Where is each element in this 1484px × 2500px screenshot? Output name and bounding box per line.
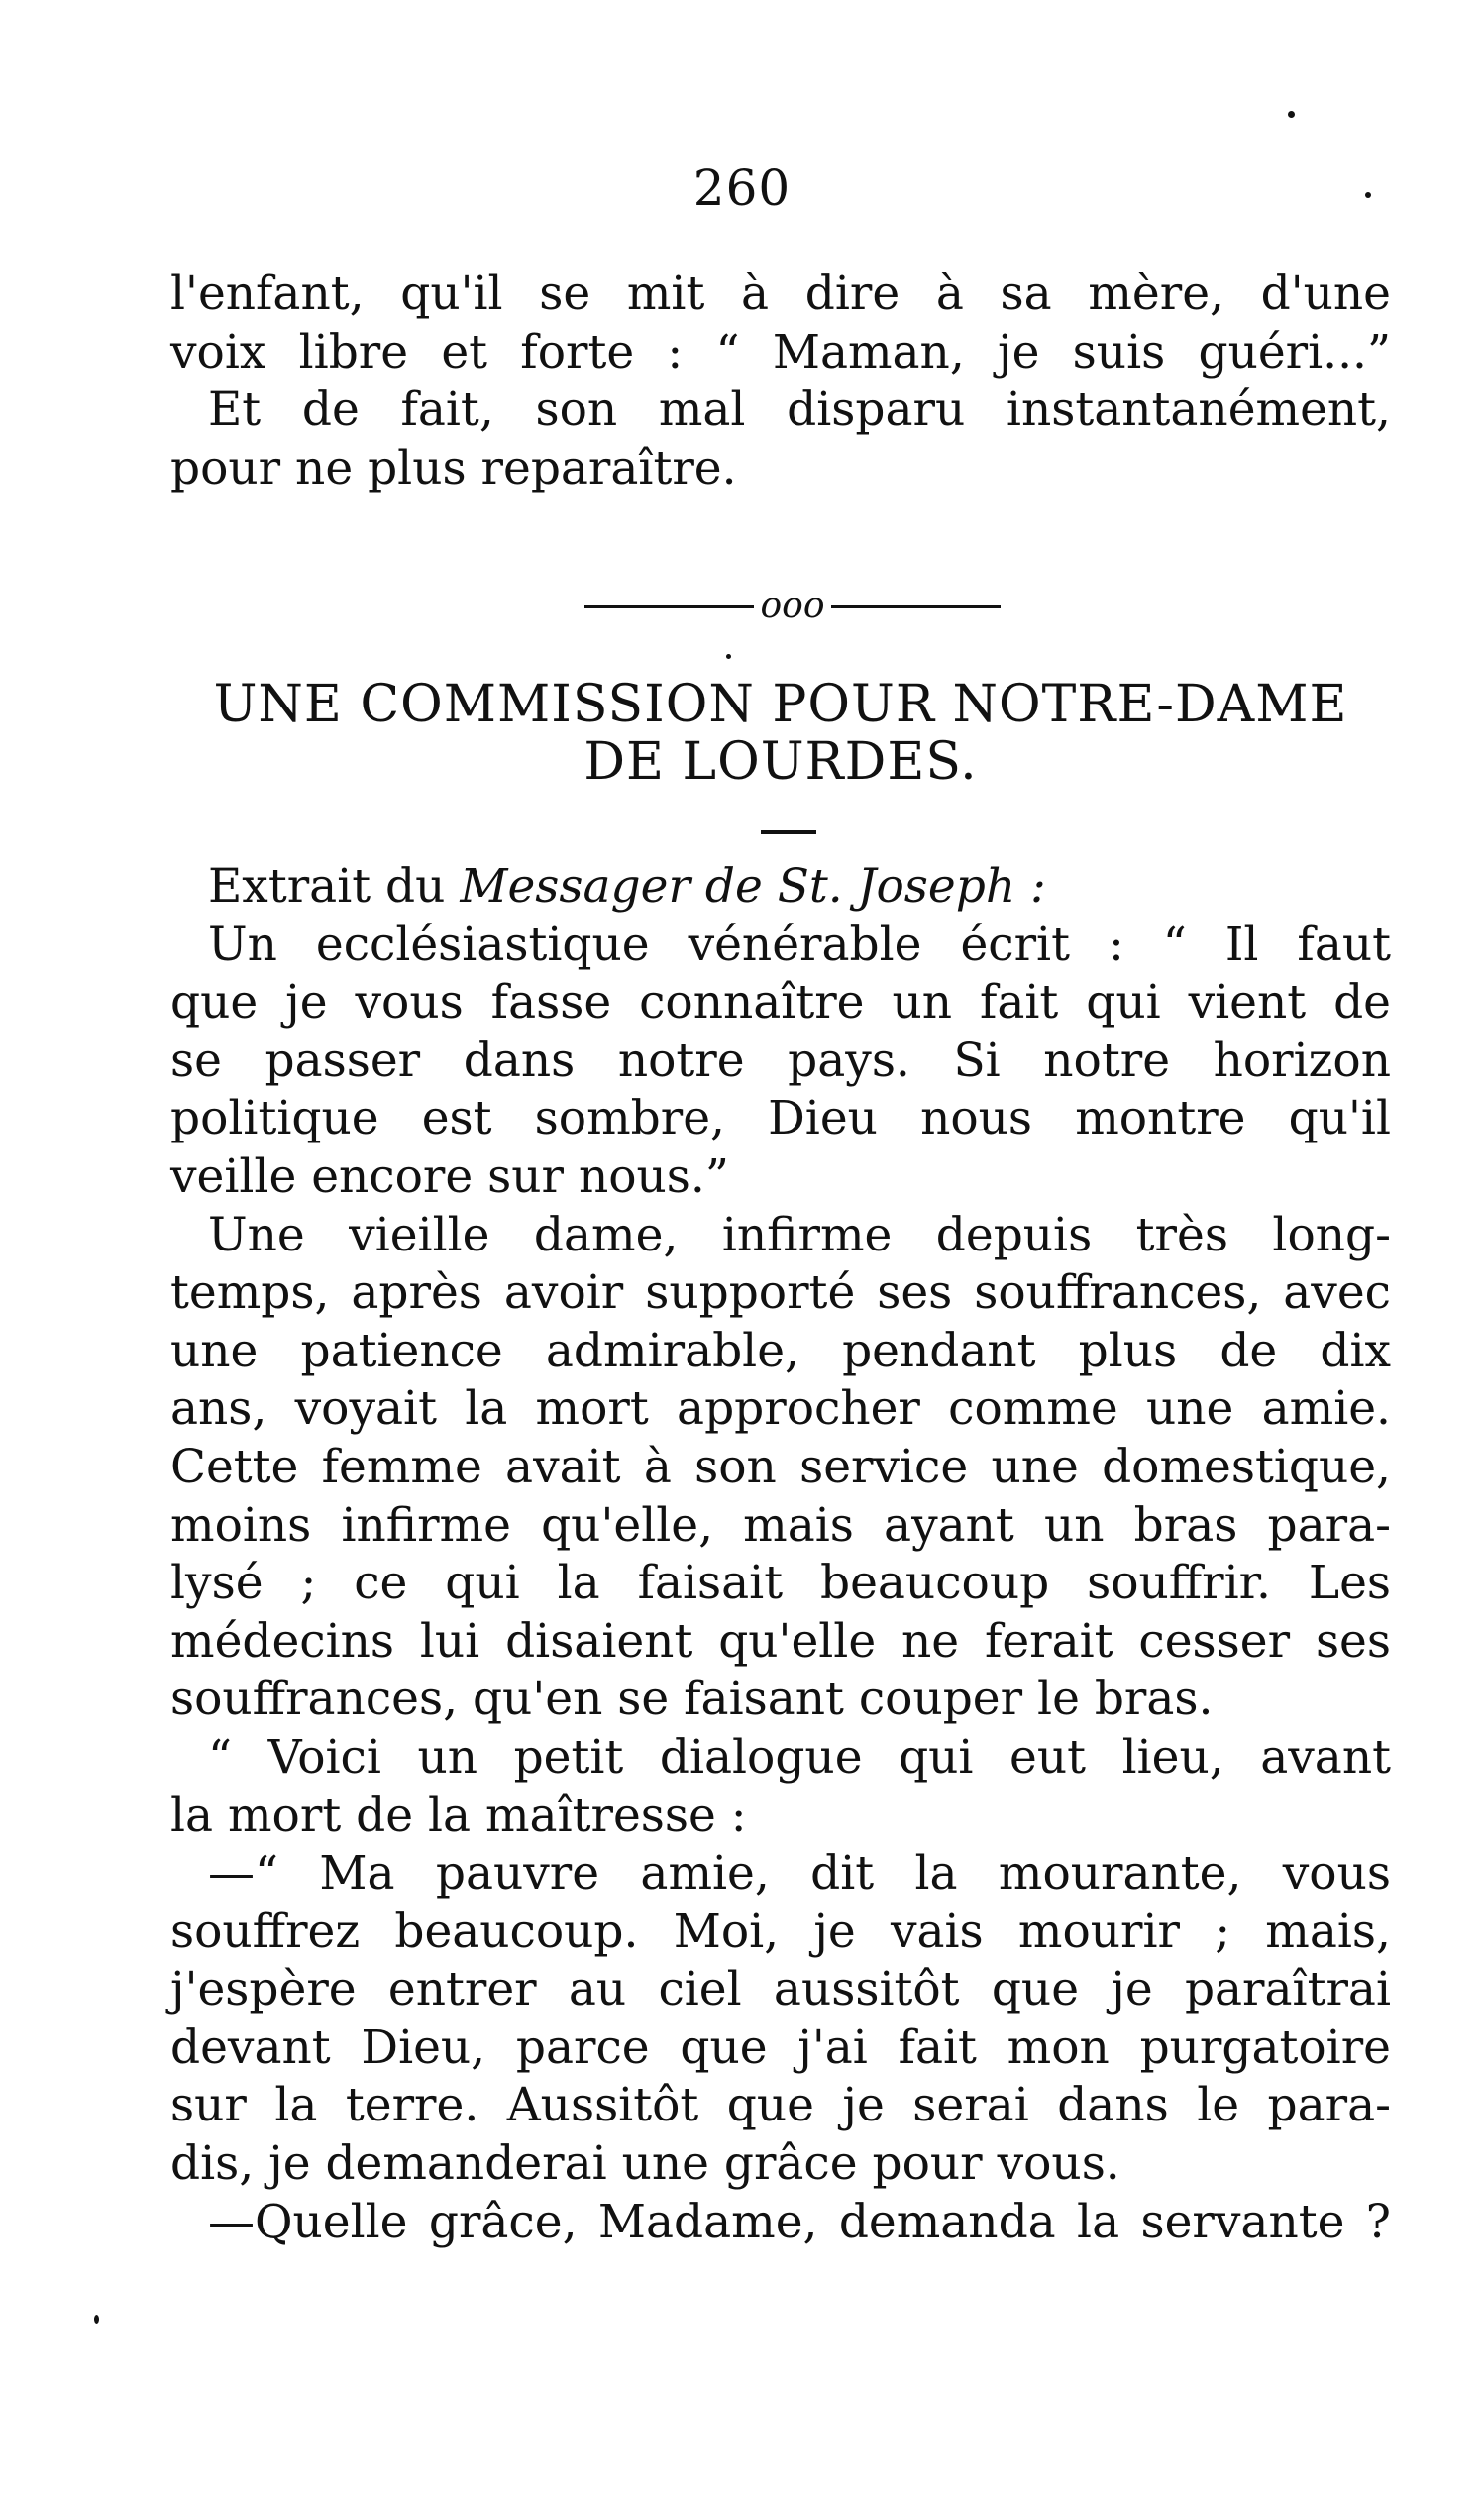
text-line: j'espère entrer au ciel aussitôt que je paraîtrai (170, 1962, 1391, 2017)
text-line: souffrez beaucoup. Moi, je vais mourir ; mais, (170, 1903, 1391, 1959)
scan-speck (726, 654, 731, 659)
extract-line (170, 858, 1391, 917)
text-line: Un ecclésiastique vénérable écrit : “ Il faut (208, 917, 1391, 972)
text-line: souffrances, qu'en se faisant couper le bras. (170, 1672, 1214, 1727)
text-line: devant Dieu, parce que j'ai fait mon purgatoire (170, 2019, 1391, 2075)
text-line: Cette femme avait à son service une domestique, (170, 1439, 1391, 1494)
text-line: l'enfant, qu'il se mit à dire à sa mère, d'une (170, 267, 1391, 321)
text-line: —Quelle grâce, Madame, demanda la servante ? (208, 2194, 1391, 2249)
title-line: UNE COMMISSION POUR NOTRE-DAME (213, 675, 1348, 734)
scan-speck (1288, 111, 1295, 118)
separator-mark: ooo (760, 586, 825, 626)
text-line: sur la terre. Aussitôt que je serai dans le para- (170, 2078, 1391, 2133)
text-line: dis, je demanderai une grâce pour vous. (170, 2136, 1120, 2192)
title-line: DE LOURDES. (583, 732, 978, 792)
scan-speck (1365, 192, 1371, 198)
text-line: Et de fait, son mal disparu instantanément, (208, 382, 1391, 438)
text-line: voix libre et forte : “ Maman, je suis guéri...” (170, 324, 1391, 380)
text-line: se passer dans notre pays. Si notre horizon (170, 1033, 1391, 1088)
text-line: —“ Ma pauvre amie, dit la mourante, vous (208, 1846, 1391, 1902)
separator-rule-left (584, 605, 754, 608)
title-rule (761, 830, 816, 834)
text-line: ans, voyait la mort approcher comme une amie. (170, 1381, 1391, 1437)
scan-speck (94, 2315, 99, 2324)
text-line: lysé ; ce qui la faisait beaucoup souffrir. Les (170, 1556, 1391, 1611)
text-line: médecins lui disaient qu'elle ne ferait cesser ses (170, 1613, 1391, 1669)
text-line: politique est sombre, Dieu nous montre qu'il (170, 1091, 1391, 1146)
text-line: que je vous fasse connaître un fait qui vient de (170, 975, 1391, 1031)
text-line: Une vieille dame, infirme depuis très long- (208, 1207, 1391, 1262)
text-line: une patience admirable, pendant plus de dix (170, 1323, 1391, 1378)
section-title (170, 676, 1391, 791)
intro-paragraph (170, 266, 1391, 497)
text-line: temps, après avoir supporté ses souffrances, avec (170, 1265, 1391, 1321)
page-number: 260 (692, 160, 792, 217)
text-line: la mort de la maîtresse : (170, 1788, 747, 1843)
extract-source: Messager de St. Joseph : (460, 859, 1046, 914)
text-line: “ Voici un petit dialogue qui eut lieu, avant (208, 1729, 1391, 1785)
text-line: pour ne plus reparaître. (170, 440, 737, 495)
article-body (170, 858, 1391, 2251)
extract-prefix: Extrait du (208, 859, 461, 914)
text-line: veille encore sur nous.” (170, 1148, 729, 1204)
separator-rule-right (831, 605, 1001, 608)
section-separator (584, 587, 1001, 626)
text-line: moins infirme qu'elle, mais ayant un bras para- (170, 1497, 1391, 1553)
